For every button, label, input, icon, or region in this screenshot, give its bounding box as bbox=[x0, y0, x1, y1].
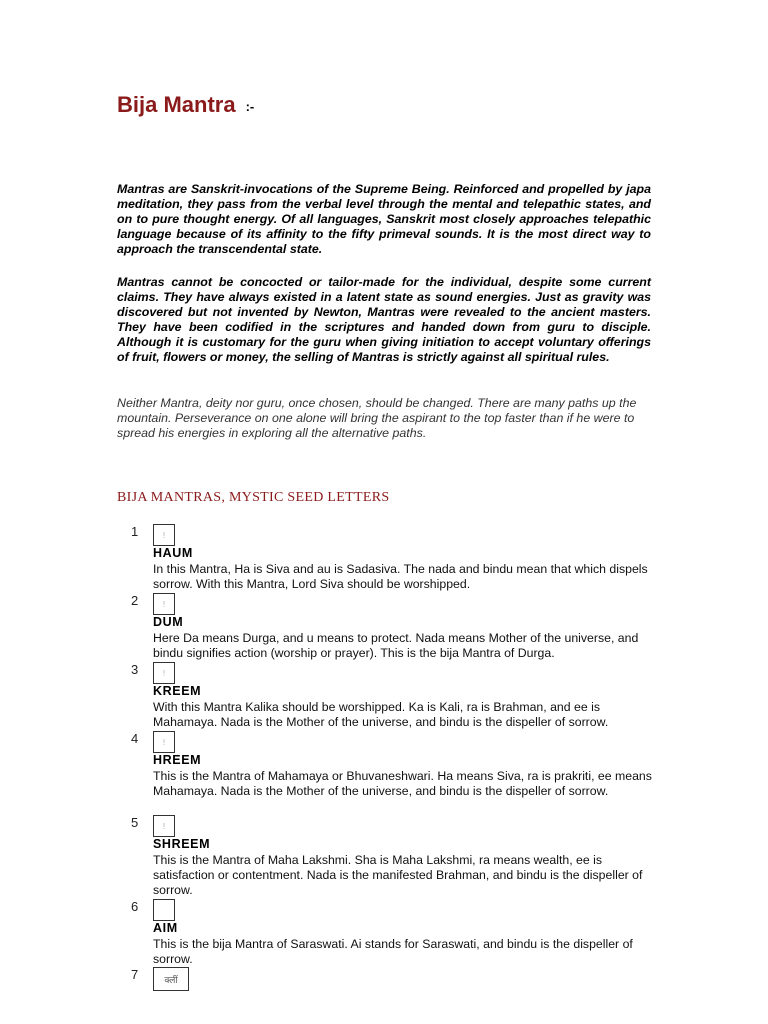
mantra-description: This is the bija Mantra of Saraswati. Ai stands for Saraswati, and bindu is the dispeller of sorrow. bbox=[153, 937, 633, 966]
page-title-suffix: :- bbox=[245, 98, 255, 114]
entry-number: 7 bbox=[131, 967, 139, 982]
broken-glyph-image: ! bbox=[153, 662, 175, 684]
mantra-name: HAUM bbox=[153, 546, 193, 560]
section-heading: BIJA MANTRAS, MYSTIC SEED LETTERS bbox=[117, 490, 390, 505]
mantra-name: KREEM bbox=[153, 684, 202, 698]
entry-number: 1 bbox=[131, 524, 139, 539]
mantra-description: This is the Mantra of Maha Lakshmi. Sha is Maha Lakshmi, ra means wealth, ee is satisfaction or contentment. Nada is the manifested Brahman, and bindu is the dispeller of sorrow. bbox=[153, 853, 643, 897]
mantra-description: This is the Mantra of Mahamaya or Bhuvaneshwari. Ha means Siva, ra is prakriti, ee means Mahamaya. Nada is the Mother of the universe, and bindu is the dispeller of sorrow. bbox=[153, 769, 652, 798]
entry-number: 2 bbox=[131, 593, 139, 608]
mantras-origin-paragraph: Mantras cannot be concocted or tailor-made for the individual, despite some current claims. They have always existed in a latent state as sound energies. Just as gravity was discovered but not invented by Newton, Mantras were revealed to the ancient masters. They have been codified in the scriptures and handed down from guru to disciple. Although it is customary for the guru when giving initiation to accept voluntary offerings of fruit, flowers or money, the selling of Mantras is strictly against all spiritual rules. bbox=[117, 275, 651, 364]
mantra-description: Here Da means Durga, and u means to protect. Nada means Mother of the universe, and bindu signifies action (worship or prayer). This is the bija Mantra of Durga. bbox=[153, 631, 639, 660]
intro-paragraph: Mantras are Sanskrit-invocations of the Supreme Being. Reinforced and propelled by japa meditation, they pass from the verbal level through the mental and telepathic states, and on to pure thought energy. Of all languages, Sanskrit most closely approaches telepathic language because of its affinity to the fifty primeval sounds. It is the most direct way to approach the transcendental state. bbox=[117, 182, 651, 256]
broken-glyph-image: ! bbox=[153, 524, 175, 546]
page-title-text: Bija Mantra bbox=[117, 92, 236, 117]
entry-number: 6 bbox=[131, 899, 139, 914]
mantra-name: DUM bbox=[153, 615, 184, 629]
broken-glyph-image: ! bbox=[153, 593, 175, 615]
entry-number: 5 bbox=[131, 815, 139, 830]
broken-glyph-image bbox=[153, 899, 175, 921]
broken-glyph-image: ! bbox=[153, 731, 175, 753]
mantra-description: With this Mantra Kalika should be worshipped. Ka is Kali, ra is Brahman, and ee is Mahamaya. Nada is the Mother of the universe, and bindu is the dispeller of sorrow. bbox=[153, 700, 609, 729]
devanagari-glyph-image: क्लीं bbox=[153, 967, 189, 991]
mantra-description: In this Mantra, Ha is Siva and au is Sadasiva. The nada and bindu mean that which dispels sorrow. With this Mantra, Lord Siva should be worshipped. bbox=[153, 562, 648, 591]
page-title bbox=[117, 92, 254, 118]
perseverance-paragraph: Neither Mantra, deity nor guru, once chosen, should be changed. There are many paths up the mountain. Perseverance on one alone will bring the aspirant to the top faster than if he were to spread his energies in exploring all the alternative paths. bbox=[117, 396, 637, 440]
mantra-name: SHREEM bbox=[153, 837, 211, 851]
entry-number: 4 bbox=[131, 731, 139, 746]
mantra-name: HREEM bbox=[153, 753, 202, 767]
entry-number: 3 bbox=[131, 662, 139, 677]
mantra-name: AIM bbox=[153, 921, 178, 935]
broken-glyph-image: ! bbox=[153, 815, 175, 837]
